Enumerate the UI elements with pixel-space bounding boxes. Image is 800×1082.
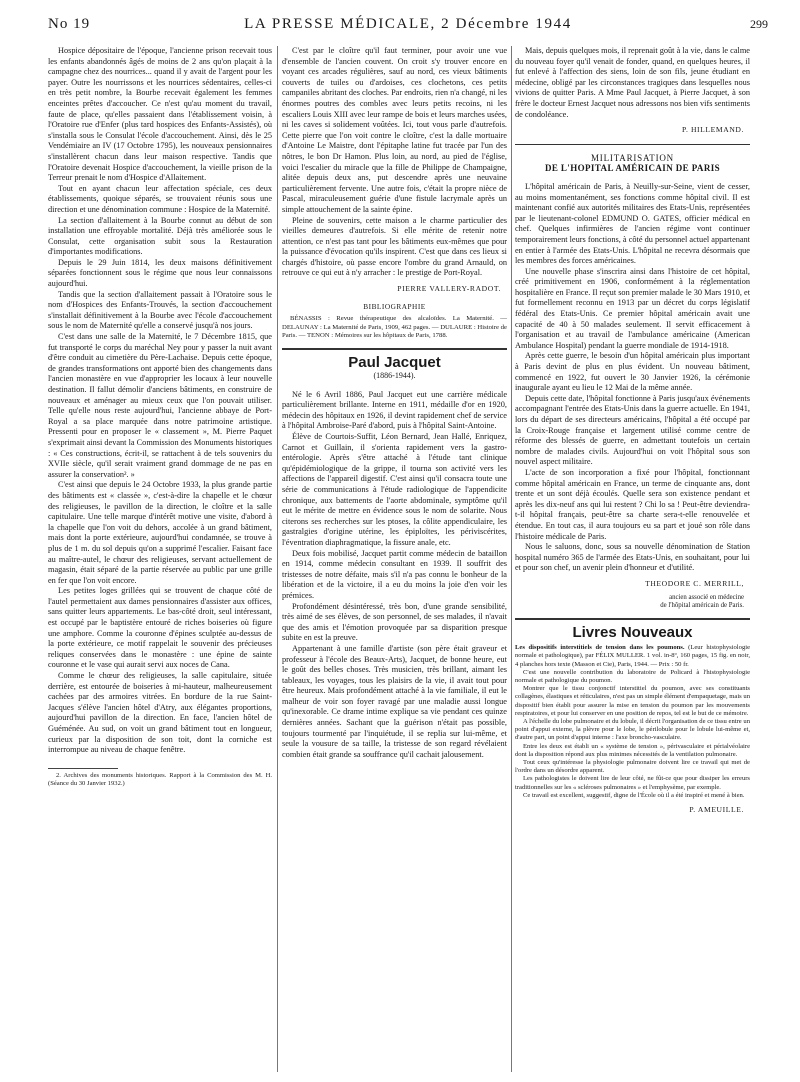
- paragraph: Les petites loges grillées qui se trouvent de chaque côté de l'autel permettaient aux dames pensionnaires d'assister aux offices, sans quitter leurs appartements. Le bas-côté droit, seul intéressant, est occupé par le baptistère entouré de riches boiseries où figure une amphore. Comme la couronne d'épines sculptée au-dessus de la porte extérieure, ce motif rappelait le souvenir des précieuses reliques conservées dans le monastère : une épine de sainte couronne et le vase qui aurait servi aux noces de Cana.: [48, 586, 272, 670]
- paragraph: Depuis le 29 Juin 1814, les deux maisons définitivement séparées fonctionnent sous le régime que nous leur connaissons aujourd'hui.: [48, 257, 272, 289]
- paragraph: L'acte de son incorporation a fixé pour l'hôpital, fonctionnant comme hôpital américain en France, un terme de cinquante ans, dont trente et un sont déjà écoulés. Quelle sera son existence pendant et après les dix-neuf ans qui lui restent ? Chi lo sa ! Peut-être deviendra-t-il hôpital français, peut-être sa charte sera-t-elle renouvelée et étendue. En tout cas, il aura toujours eu sa part et joué son rôle dans l'histoire médicale de Paris.: [515, 467, 750, 541]
- paragraph: A l'échelle du lobe pulmonaire et du lobule, il décrit l'organisation de ce tissu entre un point d'appui externe, la plèvre pour le lobe, le périlobule pour le lobule lui-même et, d'autre part, un point d'appui interne : l'axe broncho-vasculaire.: [515, 717, 750, 742]
- paragraph: Entre les deux est établi un « système de tension », périvasculaire et périalvéolaire dont la disposition répond aux plus minimes nécessités de la ventilation pulmonaire.: [515, 742, 750, 758]
- article-title-line1: MILITARISATION: [591, 152, 674, 163]
- column-divider: [511, 46, 512, 1072]
- review-book-title: Les dispositifs interstitiels de tension dans les poumons.: [515, 644, 685, 652]
- author-signature: P. HILLEMAND.: [681, 125, 744, 135]
- paragraph: Une nouvelle phase s'inscrira ainsi dans l'histoire de cet hôpital, créé primitivement en 1906, conformément à la réglementation hospitalière en France. Il reçut son premier malade le 30 Mars 1910, et fut formellement reconnu en 1913 par un décret du corps législatif fédéral des Etats-Unis. Ce premier hôpital américain avait une capacité de 40 à 50 malades seulement. Il servit efficacement à l'organisation et au travail de l'ambulance américaine (American Ambulance Hospital) pendant la guerre mondiale de 1914-1918.: [515, 266, 750, 350]
- paragraph: Après cette guerre, le besoin d'un hôpital américain plus important à Paris devint de plus en plus évident. Un nouveau bâtiment, commencé en 1922, fut ouvert le 30 Janvier 1926, la cérémonie inaugurale ayant eu lieu le 12 Mai de la même année.: [515, 351, 750, 393]
- review-reference: (Leur histophysiologie normale et pathologique), par FÉLIX MULLER. 1 vol. in-8º, 160 pages, 15 fig. en noir, 4 planches hors texte (Masson et Cie), Paris, 1944. — Prix : 50 fr.: [515, 644, 750, 668]
- paragraph: C'est dans une salle de la Maternité, le 7 Décembre 1815, que fut transporté le corps du maréchal Ney pour y passer la nuit avant d'être conduit au cimetière du Père-Lachaise. Depuis cette époque, de grandes transformations ont apporté bien des changements dans l'ancien monastère en vue d'approprier les locaux à leur nouvelle destination. Il fallut démolir d'anciens bâtiments, en construire de nouveaux et aménager au mieux ceux que l'on pouvait utiliser. Telle qu'elle nous reste aujourd'hui, l'ancienne abbaye de Port-Royal a sa place marquée dans notre patrimoine artistique. Pressenti pour en proposer le « classement », M. Pierre Paquet s'exprimait ainsi devant la Commission des Monuments historiques : « Ces constructions, écrit-il, se rattachent à de tels souvenirs du XVIIe siècle, qu'il serait vraiment grand dommage de ne pas en assurer la conservation². »: [48, 332, 272, 479]
- section-divider: [515, 144, 750, 145]
- author-affiliation: de l'hôpital américain de Paris.: [660, 601, 744, 609]
- paragraph: Tout en ayant chacun leur affectation spéciale, ces deux établissements, quoique séparés, se trouvaient réunis sous une direction et une dénomination commune : Hospice de la Maternité.: [48, 183, 272, 214]
- paragraph: Tout ceux qu'intéresse la physiologie pulmonaire doivent lire ce travail qui met de l'ordre dans un désordre apparent.: [515, 758, 750, 775]
- paragraph: Tandis que la section d'allaitement passait à l'Oratoire sous le nom d'Hospices des Enfants-Trouvés, la section d'accouchement s'installait définitivement à la Bourbe avec l'école d'accouchement sous le nom de Maternité qu'elle a conservé jusqu'à nos jours.: [48, 289, 272, 331]
- books-section-title: Livres Nouveaux: [572, 623, 693, 641]
- paragraph: Pleine de souvenirs, cette maison a le charme particulier des vieilles demeures d'autrefois. Si elle mérite de retenir notre attention, ce n'est pas tant pour les bâtiments eux-mêmes que pour la puissance d'évocation qu'ils inspirent. C'est que dans ces lieux si chargés d'histoire, où passe encore l'ombre du grand Arnauld, on retrouve ce qui eut à n'y arracher : le prestige de Port-Royal.: [282, 215, 507, 278]
- footnote: 2. Archives des monuments historiques. Rapport à la Commission des M. H. (Séance du 30 Janvier 1932.): [48, 771, 272, 787]
- obituary-title: Paul Jacquet: [348, 354, 441, 372]
- paragraph: Né le 6 Avril 1886, Paul Jacquet eut une carrière médicale particulièrement brillante. Interne en 1911, médaille d'or en 1920, médecin des hôpitaux en 1926, il devint rapidement chef de service à l'hôpital Ambroise-Paré d'abord, puis à l'hôpital Saint-Antoine.: [282, 389, 507, 431]
- author-signature: THEODORE C. MERRILL,: [645, 578, 744, 588]
- author-signature: P. AMEUILLE.: [689, 804, 744, 814]
- paragraph: Comme le chœur des religieuses, la salle capitulaire, située derrière, est entourée de boiseries à mi-hauteur, malheureusement cachées par des armoires vitrées. En bordure de la rue Saint-Jacques s'élève l'ancien hôtel d'Atry, aux élégantes proportions, aujourd'hui pavillon de la direction. En face, l'ancien hôtel de Guéménée. Au sud, on voit un grand bâtiment tout en longueur, curieux par la disposition de son toit, dont la corniche est interrompue au niveau de chaque fenêtre.: [48, 671, 272, 755]
- paragraph: Appartenant à une famille d'artiste (son père était graveur et professeur à l'école des Beaux-Arts), Jacquet, de bonne heure, eut le goût des belles choses. Très musicien, très brillant, aimant les tableaux, les voyages, tous les plaisirs de la vie, il avait tout pour être heureux. Mais profondément attaché à la vie familiale, il eut le malheur de voir son foyer ravagé par une maladie aussi longue qu'inexorable. Ce drame intime explique sa vie pendant ces quinze dernières années. Sachant que la guérison n'était pas possible, toujours tourmenté par l'inquiétude, il se replia sur lui-même, et seule la vousure de sa taille, la tristesse de son regard révélaient combien était grande sa souffrance qu'il cachait jalousement.: [282, 643, 507, 759]
- paragraph: La section d'allaitement à la Bourbe connut au début de son installation une effroyable mortalité. Déjà très améliorée sous le Consulat, cette organisation subit sous la Restauration d'importantes modifications.: [48, 215, 272, 257]
- journal-title: LA PRESSE MÉDICALE, 2 Décembre 1944: [244, 16, 572, 32]
- paragraph: Profondément désintéressé, très bon, d'une grande sensibilité, très aimé de ses élèves, de son personnel, de ses malades, il n'avait que des amis et l'émotion provoquée par sa disparition presque subite en est la preuve.: [282, 601, 507, 643]
- paragraph: Mais, depuis quelques mois, il reprenait goût à la vie, dans le calme du nouveau foyer qu'il venait de fonder, quand, en quelques heures, il fut enlevé à l'affection des siens, loin de son fils, jeune étudiant en médecine, obligé par les circonstances tragiques dans lesquelles nous vivions de quitter Paris. A Mme Paul Jacquet, à Pierre Jacquet, à son frère le docteur Ernest Jacquet nous adressons nos bien vifs sentiments de condoléance.: [515, 46, 750, 119]
- column-middle: [282, 46, 507, 1076]
- paragraph: C'est ainsi que depuis le 24 Octobre 1933, la plus grande partie des bâtiments est « classée », c'est-à-dire la chapelle et le chœur des religieuses, le pavillon de la direction, le cloître et la salle capitulaire. Une telle marque d'intérêt motive une visite, d'abord à la chapelle que l'on voit du dehors, accolée à un grand bâtiment, mais dont la porte extérieure, aujourd'hui condamnée, se trouve à plus de 1 m. du sol depuis qu'on a supprimé l'escalier. Faisant face au maître-autel, le chœur des religieuses, servant actuellement de magasin, était séparé de la partie réservée au public par une grille en fer que l'on voit encore.: [48, 480, 272, 585]
- paragraph: Élève de Courtois-Suffit, Léon Bernard, Jean Hallé, Enriquez, Carnot et Guillain, il s'orienta rapidement vers la gastro-entérologie. Après s'être attaché à l'étude tant clinique qu'épidémiologique de la grippe, il tourna son activité vers les affections de l'appareil digestif. C'est ainsi qu'il consacra toute une série de communications à l'étude radiologique de l'appendicite chronique, aux battements de l'aorte abdominale, symptôme qu'il eut le mérite de mettre en évidence sous le nom de solarite. Nous citerons ses recherches sur les ptoses, la côlite appendiculaire, les gastralgies d'origine utérine, les épiploïtes, les périviscérites, l'éventration diaphragmatique, la fissure anale, etc.: [282, 432, 507, 547]
- author-affiliation: ancien associé en médecine: [669, 593, 744, 601]
- paragraph: Depuis cette date, l'hôpital fonctionne à Paris jusqu'aux événements accompagnant l'entrée des Etats-Unis dans la guerre actuelle. En 1941, lors du départ de ses directeurs américains, l'hôpital a été occupé par la Croix-Rouge française et largement utilisé comme centre de réforme des blessés de guerre, en admettant toutefois un certain nombre de malades civils. Aujourd'hui on voit l'hôpital sous son nouvel aspect militaire.: [515, 393, 750, 467]
- issue-number: No 19: [48, 16, 91, 32]
- paragraph: Deux fois mobilisé, Jacquet partit comme médecin de bataillon en 1914, comme médecin consultant en 1939. Il souffrit des tristesses de notre défaite, mais s'il n'a pas connu le bonheur de la libération et de la victoire, il a eu du moins la joie d'en voir les prémices.: [282, 548, 507, 600]
- paragraph: Les pathologistes le doivent lire de leur côté, ne fût-ce que pour dissiper les erreurs traditionnelles sur les « scléroses pulmonaires » et l'emphysème, par exemple.: [515, 775, 750, 791]
- column-right: [515, 46, 750, 1076]
- section-divider: [282, 348, 507, 350]
- article-title-line2: DE L'HOPITAL AMÉRICAIN DE PARIS: [544, 163, 721, 174]
- paragraph: Montrer que le tissu conjonctif interstitiel du poumon, avec ses constituants collagènes, élastiques et réticulaires, n'est pas un simple élément d'empaquetage, mais un dispositif bien établi pour assurer la mise en tension du poumon par les mouvements respiratoires, et pour lui conserver en une position de repos, tel est le but de ce mémoire.: [515, 685, 750, 717]
- paragraph: Hospice dépositaire de l'époque, l'ancienne prison recevait tous les enfants abandonnés âgés de moins de 2 ans qu'on plaçait à la campagne chez des nourrices... quand il y avait de l'argent pour les payer. Outre les nourrissons et les nourrices sédentaires, celles-ci en très petit nombre, la Bourbe recevait également les femmes enceintes prêtes d'accoucher. Ce n'est qu'au moment du travail, faute de place, qu'elles passaient dans l'établissement voisin, à l'Oratoire rue d'Enfer (plus tard hospices des Enfants-Assistés), où s'installa sous le Consulat l'école d'accouchement. Ainsi, dès le 25 Vendémiaire an IV (17 Octobre 1795), les nouveaux pensionnaires s'installèrent chacun dans leur maison respective. Tandis que l'Oratoire devenait Hospice d'accouchement, la vieille prison de la Terreur prenait le nom d'Hospice d'Allaitement.: [48, 46, 272, 183]
- paragraph: Nous le saluons, donc, sous sa nouvelle dénomination de Station hospital numéro 365 de l'armée des Etats-Unis, en souhaitant, pour lui et pour son chef, un avenir plein d'honneur et d'utilité.: [515, 542, 750, 573]
- book-review: [515, 644, 750, 800]
- paragraph: Ce travail est excellent, suggestif, digne de l'École où il a été inspiré et mené à bien.: [523, 791, 745, 799]
- paragraph: C'est par le cloître qu'il faut terminer, pour avoir une vue d'ensemble de l'ancien couvent. On croit s'y trouver encore en voyant ces arcades régulières, sauf au nord, ces vieux bâtiments couverts de tuiles ou d'ardoises, ces clochetons, ces petits campaniles abritant des cloches. Par endroits, rien n'a changé, ni les énormes poutres des combles avec leurs petits recoins, ni les escaliers Louis XIII avec leur rampe de bois et leurs marches usées, ni les caves si solidement voûtées. Ici, tout vous parle d'autrefois. Cette pierre que l'on voit contre le cloître, c'est la dalle mortuaire d'Antoine Le Maistre, dont l'épitaphe latine fut tracée par l'un des nôtres, le bon Dr Hamon. Plus loin, au nord, au pied de l'église, voici l'escalier du miracle que la fille de Philippe de Champaigne, alitée depuis deux ans, put descendre après une neuvaine particulièrement fervente. Une autre fois, c'était la propre nièce de Pascal, miraculeusement guérie d'une fistule lacrymale après un simple attouchement de la sainte épine.: [282, 46, 507, 214]
- footnote-divider: [48, 768, 118, 769]
- paragraph: L'hôpital américain de Paris, à Neuilly-sur-Seine, vient de cesser, au moins momentanément, ses fonctions comme hôpital civil. Il est maintenant confié aux autorités militaires des Etats-Unis, représentées par le lieutenant-colonel EDMUND O. GATES, officier médical en chef. Quelques infirmières de l'ancien régime vont continuer temporairement leurs fonctions, à côté du personnel actuel appartenant en entier à l'armée des Etats-Unis. L'hôpital ne recevra désormais que les membres des forces américaines.: [515, 181, 750, 266]
- page-number: 299: [750, 17, 768, 31]
- column-divider: [277, 46, 278, 1072]
- page-header: [48, 14, 768, 36]
- section-divider: [515, 618, 750, 620]
- obituary-dates: (1886-1944).: [373, 371, 416, 381]
- bibliography-heading: BIBLIOGRAPHIE: [363, 301, 426, 311]
- paragraph: C'est une nouvelle contribution du laboratoire de Policard à l'histophysiologie normale et pathologique du poumon.: [515, 668, 750, 684]
- bibliography: BÉNASSIS : Revue thérapeutique des alcaloïdes. La Maternité. — DELAUNAY : La Maternité de Paris, 1909, 462 pages. — DULAURE : Histoire de Paris. — TENON : Mémoires sur les hôpitaux de Paris, 1788.: [282, 315, 507, 340]
- author-signature: PIERRE VALLERY-RADOT.: [397, 284, 501, 294]
- column-left: [48, 46, 272, 1076]
